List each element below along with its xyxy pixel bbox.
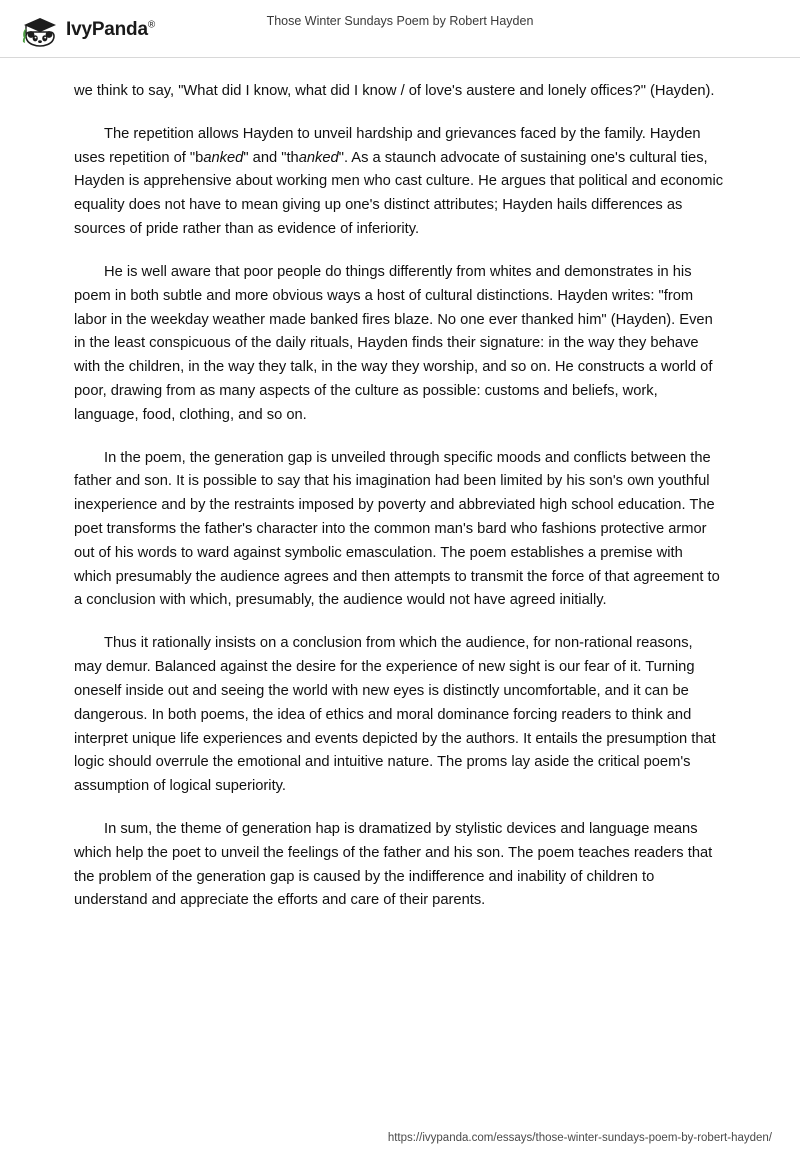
- registered-mark: ®: [147, 19, 156, 31]
- text-run: In the poem, the generation gap is unveiled through specific moods and conflicts between the father and son. It is possible to say that his imagination had been limited by his son's own youthful inexperience and by the restraints imposed by poverty and abbreviated high school education. The poet transforms the father's character into the common man's bard who fashions protective armor out of his words to ward against symbolic emasculation. The poem establishes a premise with which presumably the audience agrees and then attempts to transmit the force of that agreement to a conclusion with which, presumably, the audience would not have agreed initially.: [74, 449, 720, 609]
- paragraph: [74, 261, 724, 428]
- document-body: [0, 58, 800, 913]
- paragraph: [74, 80, 724, 104]
- paragraph: [74, 632, 724, 799]
- paragraph: [74, 447, 724, 614]
- paragraph: [74, 123, 724, 242]
- source-url-link[interactable]: https://ivypanda.com/essays/those-winter-sundays-poem-by-robert-hayden/: [387, 1132, 772, 1144]
- emphasized-text: anked: [203, 149, 244, 166]
- text-run: The repetition allows Hayden to unveil hardship and grievances faced by the family. Hayden uses repetition of "b: [74, 125, 701, 166]
- emphasized-text: anked: [298, 149, 339, 166]
- text-run: Thus it rationally insists on a conclusion from which the audience, for non-rational reasons, may demur. Balanced against the desire for the experience of new sight is our fear of it. Turning oneself inside out and seeing the world with new eyes is distinctly uncomfortable, and it can be dangerous. In both poems, the idea of ethics and moral dominance forcing readers to think and interpret unique life experiences and events depicted by the authors. It entails the presumption that logic should overrule the emotional and intuitive nature. The proms lay aside the critical poem's assumption of logical superiority.: [74, 635, 716, 795]
- text-run: In sum, the theme of generation hap is dramatized by stylistic devices and language means which help the poet to unveil the feelings of the father and his son. The poem teaches readers that the problem of the generation gap is caused by the indifference and inability of children to understand and appreciate the efforts and care of their parents.: [74, 820, 713, 909]
- text-run: " and "th: [243, 149, 299, 166]
- paragraph: [74, 818, 724, 913]
- text-run: He is well aware that poor people do things differently from whites and demonstrates in his poem in both subtle and more obvious ways a host of cultural distinctions. Hayden writes: "from labor in the weekday weather made banked fires blaze. No one ever thanked him" (Hayden). Even in the least conspicuous of the daily rituals, Hayden finds their signature: in the way they behave with the children, in the way they talk, in the way they worship, and so on. He constructs a world of poor, drawing from as many aspects of the culture as possible: customs and beliefs, work, language, food, clothing, and so on.: [74, 263, 713, 423]
- document-title: Those Winter Sundays Poem by Robert Hayden: [266, 14, 534, 28]
- page-header: [0, 0, 800, 58]
- brand-name-text: IvyPanda: [66, 19, 148, 40]
- text-run: we think to say, "What did I know, what did I know / of love's austere and lonely offices?" (Hayden).: [74, 83, 715, 99]
- page-footer: [0, 1132, 800, 1144]
- text-run: ". As a staunch advocate of sustaining one's cultural ties, Hayden is apprehensive about working men who cast culture. He argues that political and economic equality does not have to mean giving up one's distinct attributes; Hayden hails differences as sources of pride rather than as evidence of inferiority.: [74, 149, 724, 238]
